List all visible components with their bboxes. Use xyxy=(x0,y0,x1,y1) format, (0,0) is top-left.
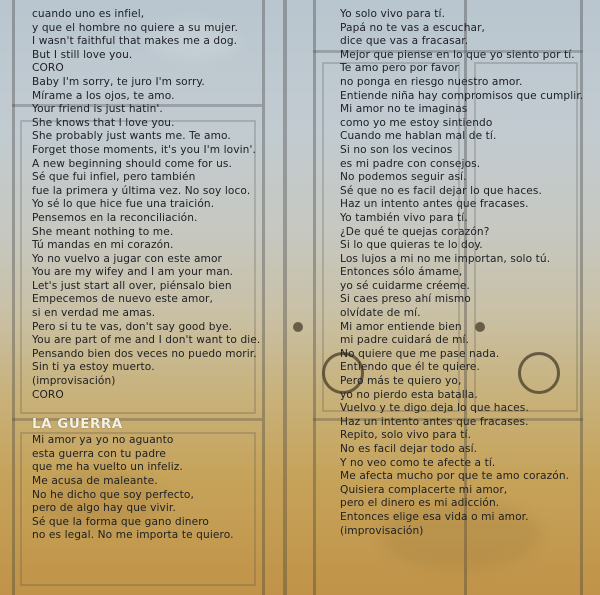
lyric-line: Pensando bien dos veces no puedo morir. xyxy=(32,347,257,360)
lyric-line: fue la primera y última vez. No soy loco. xyxy=(32,184,251,197)
lyric-line: yo sé cuidarme créeme. xyxy=(340,279,470,292)
lyric-line: es mi padre con consejos. xyxy=(340,157,481,170)
lyric-line: CORO xyxy=(32,388,64,401)
lyric-line: Your friend is just hatin'. xyxy=(32,103,163,116)
lyric-line: Y no veo como te afecte a tí. xyxy=(340,456,496,469)
lyric-line: She knows that I love you. xyxy=(32,116,175,129)
lyric-line: Tú mandas en mi corazón. xyxy=(32,239,174,252)
lyric-line: She probably just wants me. Te amo. xyxy=(32,130,231,143)
lyric-line: olvídate de mí. xyxy=(340,307,421,320)
lyric-line: No es facil dejar todo así. xyxy=(340,443,478,455)
lyrics-left-bottom xyxy=(32,434,292,543)
lyric-line: Sé que la forma que gano dinero xyxy=(32,515,210,528)
lyric-line: (improvisación) xyxy=(32,375,116,388)
lyric-line: dice que vas a fracasar. xyxy=(340,35,469,48)
lyric-line: mi padre cuidará de mí. xyxy=(340,334,470,347)
lyric-line: esta guerra con tu padre xyxy=(32,447,166,460)
lyrics-right-lines xyxy=(340,8,590,538)
lyric-line: I wasn't faithful that makes me a dog. xyxy=(32,35,238,48)
lyric-line: A new beginning should come for us. xyxy=(32,157,232,170)
lyric-line: You are my wifey and I am your man. xyxy=(32,266,234,279)
lyric-line: Forget those moments, it's you I'm lovin'. xyxy=(32,143,256,156)
lyric-line: Let's just start all over, piénsalo bien xyxy=(32,279,232,292)
lyric-line: Sin ti ya estoy muerto. xyxy=(32,361,155,374)
lyric-line: Si caes preso ahí mismo xyxy=(340,293,471,306)
lyrics-left-top xyxy=(32,8,292,402)
lyrics-right-column xyxy=(340,8,590,538)
lyric-line: Pensemos en la reconciliación. xyxy=(32,211,198,224)
lyric-line: Entiende niña hay compromisos que cumplir. xyxy=(340,89,584,102)
lyric-line: si en verdad me amas. xyxy=(32,307,156,320)
lyric-line: Yo también vivo para tí. xyxy=(340,211,468,224)
lyric-line: Pero si tu te vas, don't say good bye. xyxy=(32,320,233,333)
lyric-line: You are part of me and I don't want to die. xyxy=(32,334,261,347)
lyric-line: Yo solo vivo para tí. xyxy=(340,8,446,20)
lyric-line: como yo me estoy sintiendo xyxy=(340,116,493,129)
lyric-line: Me afecta mucho por que te amo corazón. xyxy=(340,470,570,483)
lyric-line: Mi amor entiende bien xyxy=(340,320,462,333)
lyric-line: Entiendo que él te quiere. xyxy=(340,361,481,374)
lyric-line: But I still love you. xyxy=(32,48,133,61)
lyric-line: Sé que fui infiel, pero también xyxy=(32,171,196,184)
lyric-line: pero el dinero es mi adicción. xyxy=(340,497,500,510)
lyric-line: Mírame a los ojos, te amo. xyxy=(32,89,175,102)
lyric-line: Yo no vuelvo a jugar con este amor xyxy=(32,252,223,265)
lyric-line: Mi amor ya yo no aguanto xyxy=(32,434,174,447)
lyric-line: Mejor que piense en lo que yo siento por tí. xyxy=(340,48,575,61)
lyric-line: yo no pierdo esta batalla. xyxy=(340,388,478,401)
lyric-line: Entonces elige esa vida o mi amor. xyxy=(340,510,529,523)
lyric-line: (improvisación) xyxy=(340,524,424,537)
lyric-line: CORO xyxy=(32,62,64,75)
lyric-line: Sé que no es facil dejar lo que haces. xyxy=(340,184,542,197)
lyric-line: cuando uno es infiel, xyxy=(32,8,145,20)
lyric-line: She meant nothing to me. xyxy=(32,225,174,238)
lyric-line: Si lo que quieras te lo doy. xyxy=(340,239,483,252)
lyric-line: Empecemos de nuevo este amor, xyxy=(32,293,213,306)
lyric-line: Vuelvo y te digo deja lo que haces. xyxy=(340,402,529,415)
lyric-line: Pero más te quiero yo, xyxy=(340,375,462,388)
lyric-line: no ponga en riesgo nuestro amor. xyxy=(340,75,523,88)
lyric-line: no es legal. No me importa te quiero. xyxy=(32,529,234,542)
lyric-line: Baby I'm sorry, te juro I'm sorry. xyxy=(32,75,205,88)
lyric-line: Te amo pero por favor xyxy=(340,62,459,75)
lyric-line: Mi amor no te imaginas xyxy=(340,103,468,116)
lyric-line: Si no son los vecinos xyxy=(340,143,453,156)
lyric-line: No he dicho que soy perfecto, xyxy=(32,488,194,501)
lyric-line: ¿De qué te quejas corazón? xyxy=(340,225,490,238)
lyric-line: Haz un intento antes que fracases. xyxy=(340,415,529,428)
lyric-line: que me ha vuelto un infeliz. xyxy=(32,461,183,474)
lyric-line: Entonces sólo ámame, xyxy=(340,266,463,279)
lyric-line: No quiere que me pase nada. xyxy=(340,347,500,360)
lyric-line: Repito, solo vivo para tí. xyxy=(340,429,472,442)
lyric-line: Quisiera complacerte mi amor, xyxy=(340,483,508,496)
lyric-line: Me acusa de maleante. xyxy=(32,475,158,487)
door-knob-left xyxy=(293,322,303,332)
lyric-line: Papá no te vas a escuchar, xyxy=(340,21,486,34)
lyric-line: No podemos seguir así. xyxy=(340,171,467,184)
lyric-line: pero de algo hay que vivir. xyxy=(32,502,176,515)
lyric-line: Cuando me hablan mal de tí. xyxy=(340,130,497,143)
lyric-line: Los lujos a mi no me importan, solo tú. xyxy=(340,252,551,265)
lyric-line: y que el hombre no quiere a su mujer. xyxy=(32,21,238,34)
section-title-la-guerra: LA GUERRA xyxy=(32,416,123,433)
lyric-line: Haz un intento antes que fracases. xyxy=(340,198,529,211)
lyric-line: Yo sé lo que hice fue una traición. xyxy=(32,198,215,211)
lyrics-left-column xyxy=(32,8,292,543)
